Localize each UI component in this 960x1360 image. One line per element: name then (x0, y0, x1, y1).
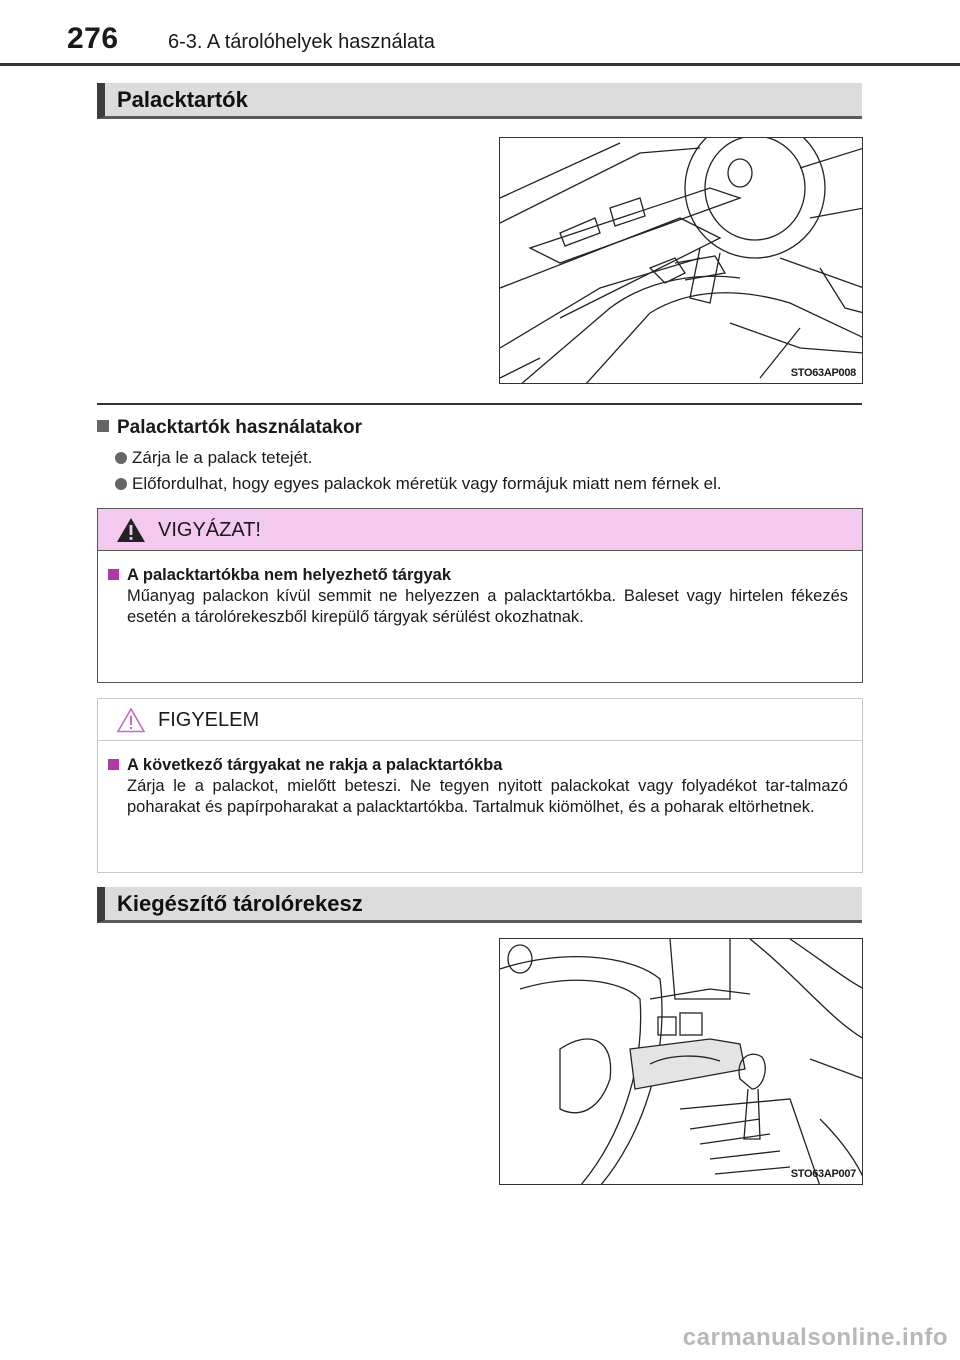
section-title: Palacktartók (117, 87, 248, 112)
square-bullet-icon (108, 569, 119, 580)
caution-box (97, 508, 863, 683)
dashboard-line-drawing (500, 138, 863, 384)
section-title-bar (97, 83, 862, 119)
header-rule (0, 63, 960, 66)
notice-body (98, 741, 862, 832)
usage-heading-text: Palacktartók használatakor (117, 417, 363, 438)
page-number: 276 (67, 22, 119, 55)
page-header (0, 0, 960, 66)
storage-tray-illustration (499, 938, 863, 1185)
list-item-text: Zárja le a palack tetejét. (132, 448, 313, 467)
bottle-holder-illustration (499, 137, 863, 384)
square-bullet-icon (108, 759, 119, 770)
warning-triangle-outline-icon (116, 707, 146, 733)
caution-label: VIGYÁZAT! (158, 519, 261, 541)
notice-title-text: A következő tárgyakat ne rakja a palacktartókba (127, 756, 503, 774)
notice-title (108, 755, 848, 776)
notice-label: FIGYELEM (158, 709, 260, 731)
watermark: carmanualsonline.info (682, 1324, 948, 1351)
divider (97, 403, 862, 405)
illustration-code: STO63AP007 (790, 1168, 856, 1180)
section-path: 6-3. A tárolóhelyek használata (168, 31, 435, 53)
square-bullet-icon (97, 420, 109, 432)
usage-heading (97, 417, 362, 439)
notice-box (97, 698, 863, 873)
circle-bullet-icon (115, 478, 127, 490)
warning-triangle-icon (116, 517, 146, 543)
section-title-bar (97, 887, 862, 923)
caution-header (98, 509, 862, 551)
circle-bullet-icon (115, 452, 127, 464)
caution-text: Műanyag palackon kívül semmit ne helyezzen a palacktartókba. Baleset vagy hirtelen fékezés esetén a tárolórekeszből kirepülő tárgyak sérülést okozhatnak. (127, 587, 848, 626)
list-item (115, 448, 312, 468)
caution-title-text: A palacktartókba nem helyezhető tárgyak (127, 566, 452, 584)
caution-body (98, 551, 862, 642)
section-title: Kiegészítő tárolórekesz (117, 891, 363, 916)
notice-header (98, 699, 862, 741)
list-item (115, 474, 722, 494)
notice-text: Zárja le a palackot, mielőtt beteszi. Ne tegyen nyitott palackokat vagy folyadékot tar-talmazó poharakat és papírpoharakat a palacktartókba. Tartalmuk kiömölhet, és a poharak eltörhetnek. (127, 777, 848, 816)
illustration-code: STO63AP008 (790, 367, 856, 379)
console-line-drawing (500, 939, 863, 1185)
caution-title (108, 565, 848, 586)
list-item-text: Előfordulhat, hogy egyes palackok méretük vagy formájuk miatt nem férnek el. (132, 474, 722, 493)
